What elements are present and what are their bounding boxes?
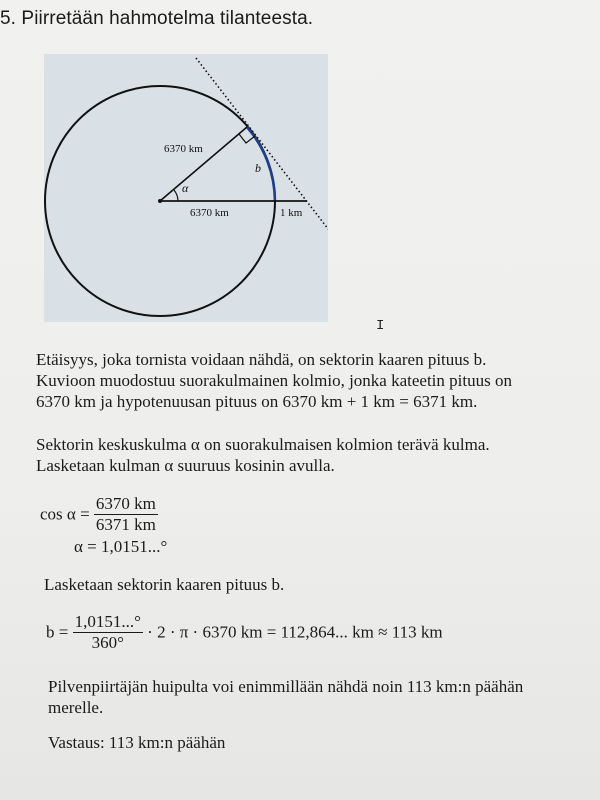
equation-arc-length [46, 612, 443, 653]
paragraph-line: merelle. [48, 698, 104, 717]
paragraph-line: Lasketaan kulman α suuruus kosinin avulla. [36, 456, 335, 475]
paragraph-conclusion [48, 676, 568, 718]
paragraph-line: Kuvioon muodostuu suorakulmainen kolmio, jonka kateetin pituus on [36, 371, 512, 390]
sketch-svg [44, 54, 328, 322]
equation-rhs: · 2 · π · 6370 km = 112,864... km ≈ 113 km [147, 622, 443, 642]
paragraph-line: Sektorin keskuskulma α on suorakulmaisen kolmion terävä kulma. [36, 435, 490, 454]
fraction-numerator: 6370 km [95, 494, 156, 513]
center-dot [158, 199, 162, 203]
label-1km: 1 km [280, 207, 303, 219]
label-base: 6370 km [190, 207, 229, 219]
paragraph-arc: Lasketaan sektorin kaaren pituus b. [44, 575, 285, 594]
paragraph-line: Etäisyys, joka tornista voidaan nähdä, on sektorin kaaren pituus b. [36, 350, 487, 369]
equation-fraction [94, 494, 158, 535]
equation-alpha: α = 1,0151...° [74, 537, 168, 556]
equation-fraction [73, 612, 143, 653]
alpha-arc [174, 190, 178, 201]
paragraph-angle [36, 434, 556, 476]
equation-lhs: cos α = [40, 504, 90, 524]
label-b: b [255, 161, 261, 175]
paragraph-distance [36, 349, 556, 412]
label-hypotenuse: 6370 km [164, 143, 203, 155]
equation-cos [40, 494, 158, 535]
exercise-heading: 5. Piirretään hahmotelma tilanteesta. [0, 8, 314, 29]
label-alpha: α [182, 181, 189, 195]
paragraph-line: Pilvenpiirtäjän huipulta voi enimmillään nähdä noin 113 km:n päähän [48, 677, 524, 696]
fraction-numerator: 1,0151...° [74, 612, 141, 631]
equation-lhs: b = [46, 622, 69, 642]
fraction-denominator: 6371 km [95, 515, 156, 534]
paragraph-line: 6370 km ja hypotenuusan pituus on 6370 km + 1 km = 6371 km. [36, 392, 478, 411]
fraction-denominator: 360° [91, 633, 124, 652]
radius-line [160, 127, 247, 201]
arc-b [247, 127, 275, 201]
answer-line: Vastaus: 113 km:n päähän [48, 733, 226, 752]
text-cursor-icon: I [376, 318, 385, 334]
sketch-figure [44, 54, 328, 322]
